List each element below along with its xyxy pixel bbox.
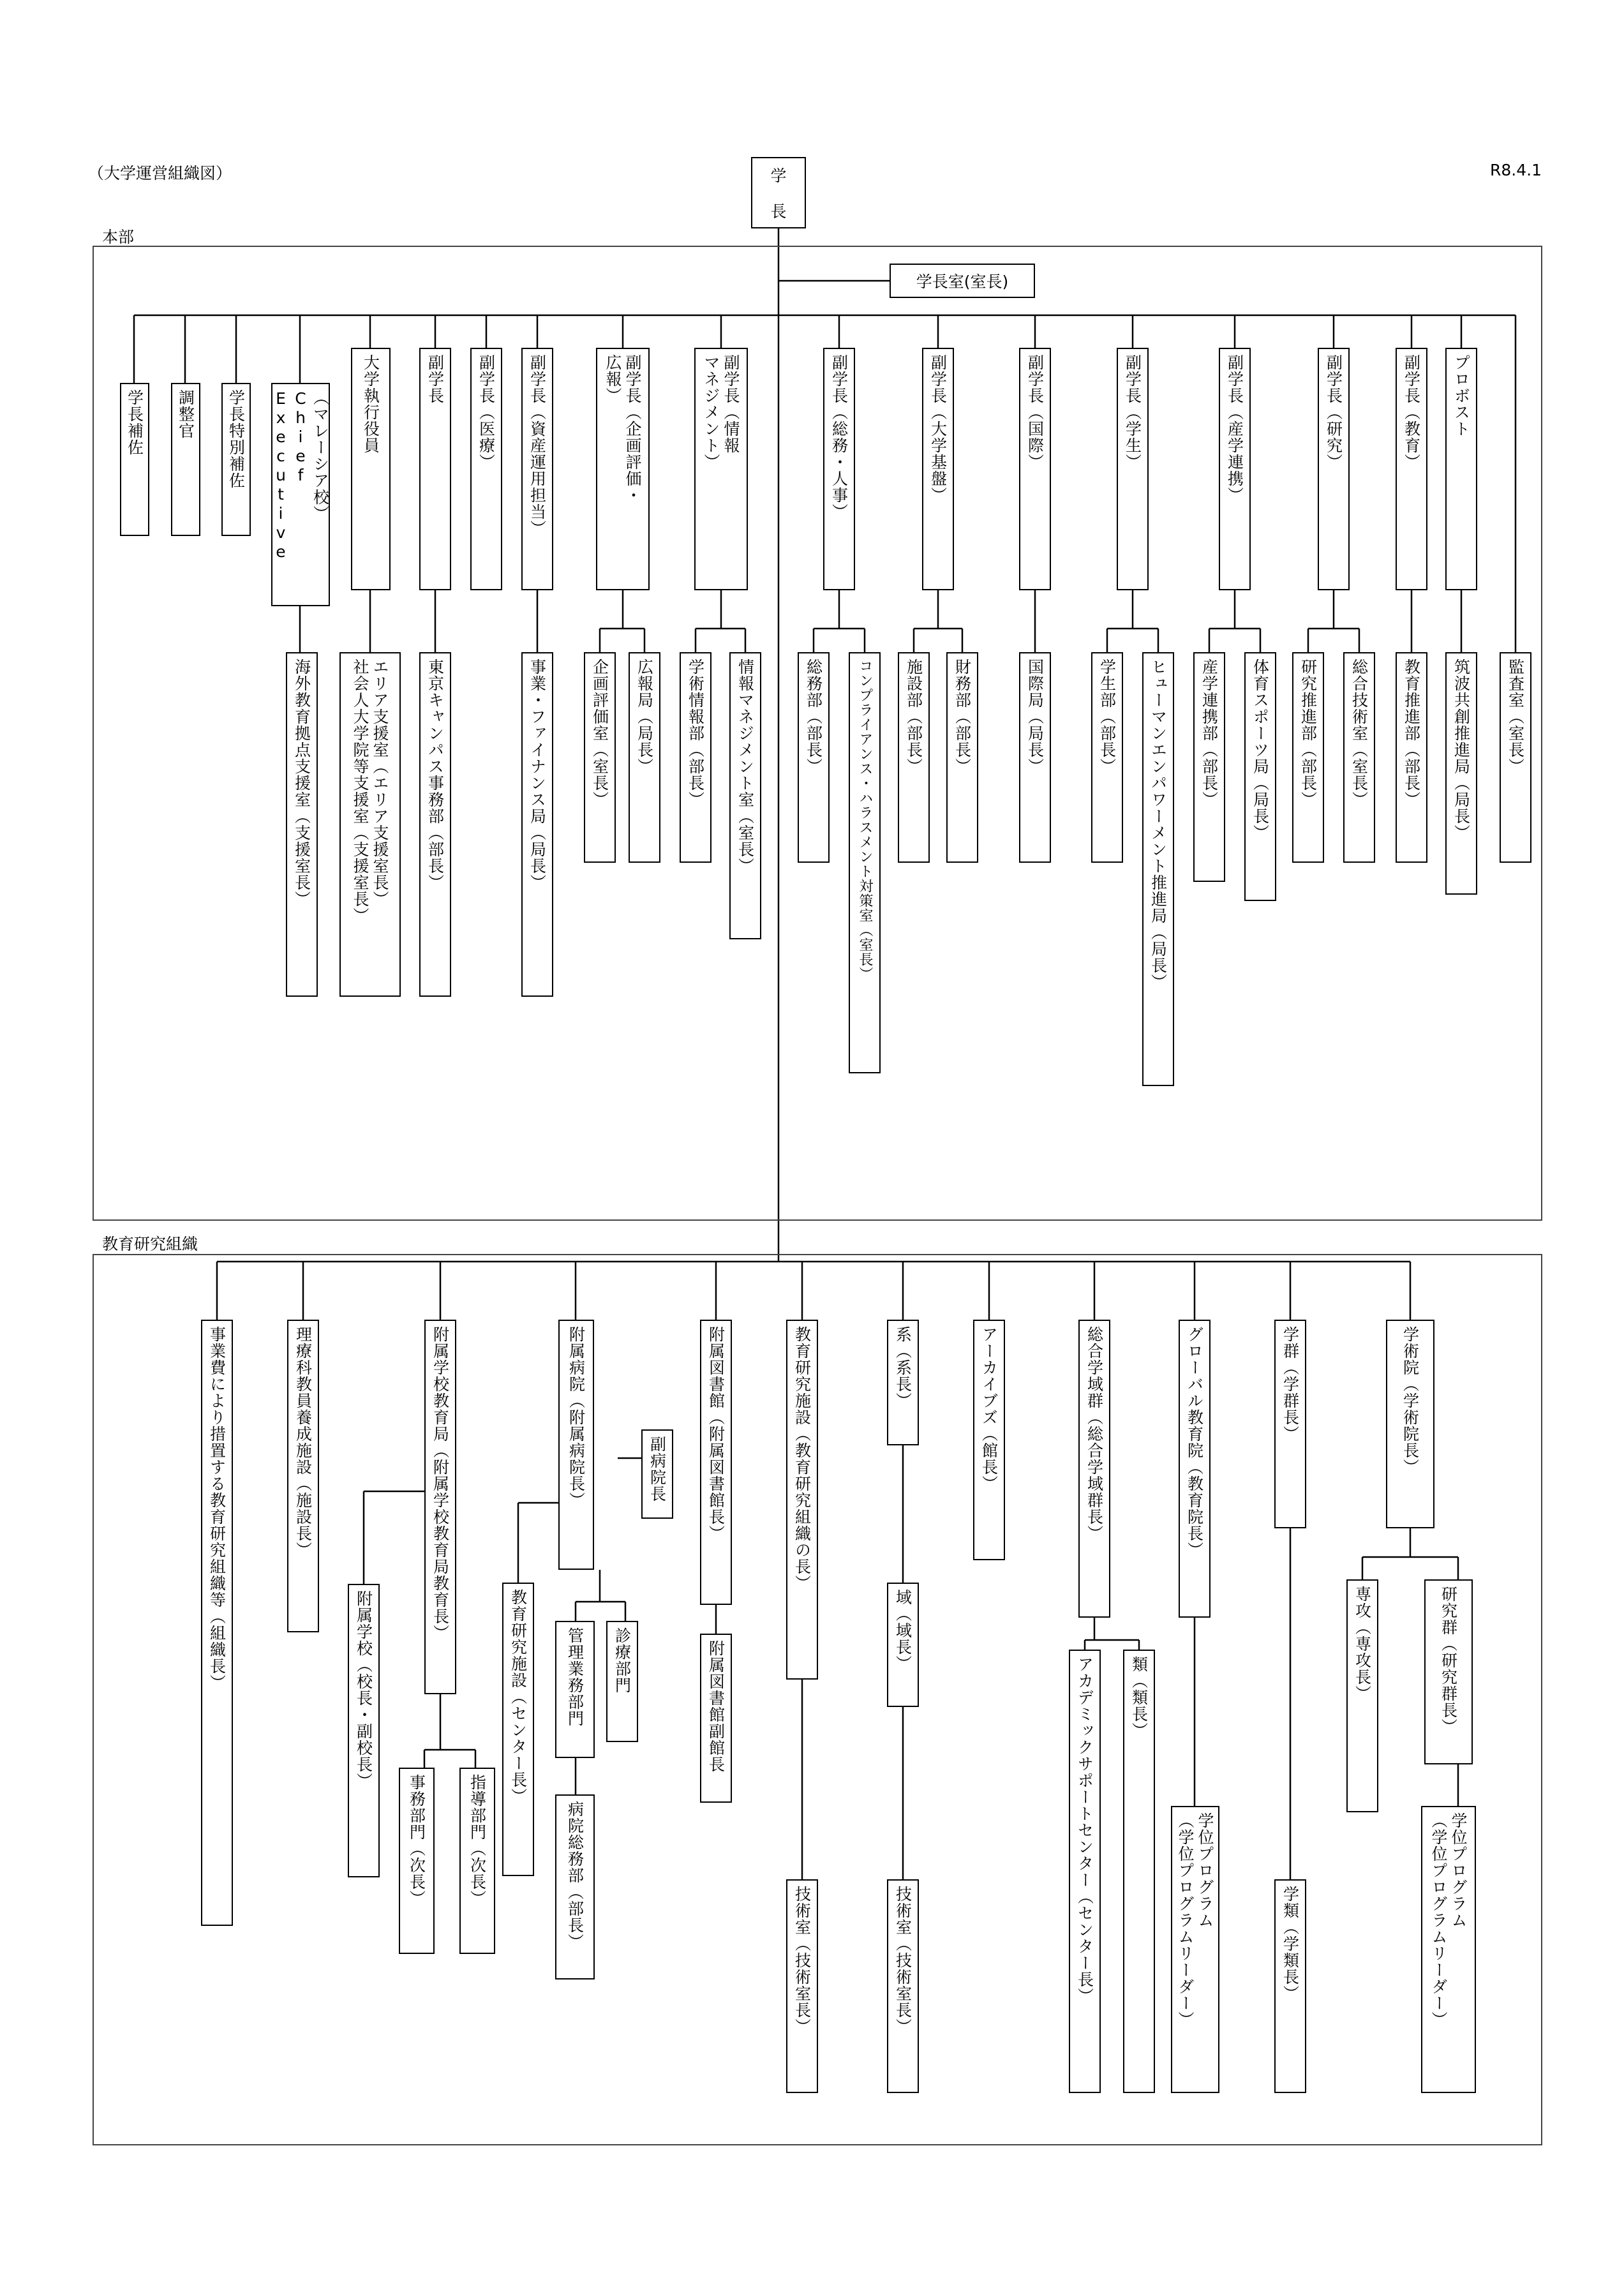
box-label: 情報マネジメント室︵室長︶ [736,659,755,874]
box-label: コンプライアンス・ハラスメント対策室︵室長︶ [857,659,873,981]
president-label-1: 学 [770,167,787,185]
box-library-deputy [700,1634,732,1803]
box-special-assistant [221,383,251,536]
box-label: 国際局︵局長︶ [1025,659,1045,775]
box-label: 研究推進部︵部長︶ [1299,659,1318,808]
box-label: 学位プログラム ︵学位プログラムリーダー︶ [1429,1812,1468,2028]
box-label: 病院総務部︵部長︶ [565,1801,585,1950]
box-compliance [849,652,881,1073]
box-label: 広報局︵局長︶ [635,659,654,775]
box-label: プロボスト [1452,354,1471,437]
box-label: 学群︵学群長︶ [1281,1326,1300,1442]
box-label: 類︵類長︶ [1129,1656,1149,1739]
box-info-management [729,652,761,939]
box-label: 教育推進部︵部長︶ [1402,659,1421,808]
box-degree-program-1 [1171,1806,1219,2093]
box-gakugun [1274,1320,1306,1528]
box-vp-education [1396,348,1427,590]
box-label: ヒューマンエンパワーメント推進局︵局長︶ [1149,659,1168,990]
box-vp-asset [521,348,553,590]
box-label: 学類︵学類長︶ [1281,1886,1300,2002]
box-research-promotion [1292,652,1324,863]
section-label-kyoiku: 教育研究組織 [102,1235,198,1253]
box-planning-office [584,652,616,863]
box-label: 教育研究施設︵教育研究組織の長︶ [793,1326,812,1592]
box-label: 副学長︵医療︶ [477,354,496,470]
box-vp-industry [1219,348,1251,590]
box-label: 副学長︵学生︶ [1123,354,1142,470]
box-label: 学生部︵部長︶ [1098,659,1117,775]
box-vp-research [1318,348,1350,590]
box-vp-planning [596,348,650,590]
box-area-support [339,652,401,997]
box-vp-international [1019,348,1051,590]
box-university-hospital [558,1320,594,1570]
box-label: 附属図書館︵附属図書館長︶ [706,1326,726,1542]
box-label: ︵マレーシア校︶ Chief Executive [271,389,330,562]
box-facilities [898,652,930,863]
box-vp-general-affairs [823,348,855,590]
box-label: 産学連携部︵部長︶ [1200,659,1219,808]
box-rui [1123,1650,1155,2093]
box-label: 副学長︵企画評価・ 広報︶ [604,354,642,503]
box-label: 副学長︵研究︶ [1324,354,1343,470]
box-label: 副学長 [426,354,445,404]
box-label: 学術院︵学術院長︶ [1401,1326,1420,1475]
box-academic-info [680,652,711,863]
box-label: 副病院長 [648,1436,667,1502]
box-label: 監査室︵室長︶ [1506,659,1525,775]
box-senkou [1346,1579,1378,1812]
box-label: 附属病院︵附属病院長︶ [567,1326,586,1509]
box-label: 体育スポーツ局︵局長︶ [1251,659,1270,841]
box-attached-school-bureau [424,1320,456,1694]
box-global-education [1179,1320,1211,1618]
box-label: 専攻︵専攻長︶ [1353,1586,1372,1702]
box-label: 東京キャンパス事務部︵部長︶ [426,659,445,891]
box-pr-bureau [629,652,660,863]
box-hospital-general-affairs [555,1794,595,1979]
box-management-division [555,1621,595,1758]
box-label: 副学長︵大学基盤︶ [928,354,948,503]
box-label: エリア支援室︵エリア支援室長︶ 社会人大学院等支援室︵支援室長︶ [351,659,389,924]
box-kei [887,1320,919,1445]
box-education-promotion [1396,652,1427,863]
box-label: 総務部︵部長︶ [804,659,823,775]
box-label: 調整官 [176,389,195,439]
president-office-label: 学長室(室長) [916,272,1009,291]
box-label: 理療科教員養成施設︵施設長︶ [294,1326,313,1558]
box-sports-bureau [1244,652,1276,901]
box-technical-room-2 [887,1879,919,2093]
box-label: 副学長︵資産運用担当︶ [528,354,547,537]
box-label: アカデミックサポートセンター︵センター長︶ [1075,1656,1094,2004]
box-label: 診療部門 [613,1627,632,1694]
box-label: 学長特別補佐 [227,389,246,489]
box-coordinator [171,383,200,536]
box-label: 教育研究施設︵センター長︶ [509,1589,528,1805]
box-label: 副学長︵教育︶ [1402,354,1421,470]
box-label: 附属学校教育局︵附属学校教育局教育長︶ [431,1326,450,1641]
box-label: 副学長︵情報 マネジメント︶ [702,354,740,470]
box-teacher-training [287,1320,319,1632]
box-president-assistant [120,383,149,536]
box-vice-hospital-director [641,1429,673,1519]
box-degree-program-2 [1421,1806,1476,2093]
section-label-honbu: 本部 [102,228,135,246]
box-label: 大学執行役員 [361,354,380,454]
box-technical-room-1 [786,1879,818,2093]
president-label-2: 長 [770,202,787,221]
box-vp-information [694,348,748,590]
box-vp-medical [470,348,502,590]
box-label: 附属図書館副館長 [706,1640,726,1773]
box-international-bureau [1019,652,1051,863]
box-label: 事業費により措置する教育研究組織等︵組織長︶ [207,1326,227,1691]
box-label: 海外教育拠点支援室︵支援室長︶ [292,659,311,907]
box-label: 総合技術室︵室長︶ [1350,659,1369,808]
box-technical-office [1343,652,1375,863]
box-label: 学位プログラム ︵学位プログラムリーダー︶ [1176,1812,1214,2028]
box-clinical-division [606,1621,638,1742]
box-vp-students [1117,348,1149,590]
box-label: 附属学校︵校長・副校長︶ [354,1590,373,1789]
box-label: 研究群︵研究群長︶ [1439,1586,1458,1735]
revision-date: R8.4.1 [1490,161,1542,179]
box-gakurui [1274,1879,1306,2093]
box-gakujutsuin [1386,1320,1434,1528]
box-label: 系︵系長︶ [893,1326,913,1409]
box-archives [973,1320,1005,1560]
box-academic-support-center [1069,1650,1101,2093]
box-audit-office [1500,652,1531,863]
box-label: 管理業務部門 [565,1627,585,1727]
box-edu-research-center [502,1583,534,1876]
box-label: 副学長︵総務・人事︶ [830,354,849,520]
box-label: 財務部︵部長︶ [953,659,972,775]
box-business-finance [521,652,553,997]
box-iki [887,1583,919,1707]
box-label: 企画評価室︵室長︶ [590,659,609,808]
box-malaysia-ceo [271,383,330,606]
box-label: 学術情報部︵部長︶ [686,659,705,808]
box-university-library [700,1320,732,1605]
box-label: 事業・ファイナンス局︵局長︶ [528,659,547,891]
box-label: 学長補佐 [125,389,144,456]
box-label: 筑波共創推進局︵局長︶ [1452,659,1471,841]
box-label: グローバル教育院︵教育院長︶ [1185,1326,1204,1558]
box-label: アーカイブズ︵館長︶ [980,1326,999,1492]
box-tokyo-campus [419,652,451,997]
box-vp-foundation [922,348,954,590]
box-label: 技術室︵技術室長︶ [893,1886,913,2035]
box-project-org [201,1320,233,1926]
box-office-division [399,1768,435,1954]
president-box [751,157,806,228]
box-vp [419,348,451,590]
box-label: 域︵域長︶ [893,1589,913,1672]
chart-title: （大学運営組織図） [88,164,232,183]
box-general-affairs [798,652,830,863]
box-finance [946,652,978,863]
box-research-group [1424,1579,1473,1764]
box-student-affairs [1091,652,1123,863]
box-co-creation [1445,652,1477,895]
box-label: 副学長︵国際︶ [1025,354,1045,470]
box-label: 副学長︵産学連携︶ [1225,354,1244,503]
box-label: 総合学域群︵総合学域群長︶ [1085,1326,1104,1542]
box-executive-officer [351,348,391,590]
box-overseas-support [286,652,318,997]
box-label: 施設部︵部長︶ [904,659,923,775]
box-provost [1445,348,1477,590]
box-label: 事務部門︵次長︶ [407,1774,426,1907]
box-edu-research-facility [786,1320,818,1680]
box-attached-schools [348,1584,380,1877]
box-label: 指導部門︵次長︶ [468,1774,487,1907]
box-guidance-division [459,1768,495,1954]
box-label: 技術室︵技術室長︶ [793,1886,812,2035]
box-industry-collab [1193,652,1225,882]
box-comprehensive-domain [1078,1320,1110,1618]
box-human-empowerment [1142,652,1174,1086]
